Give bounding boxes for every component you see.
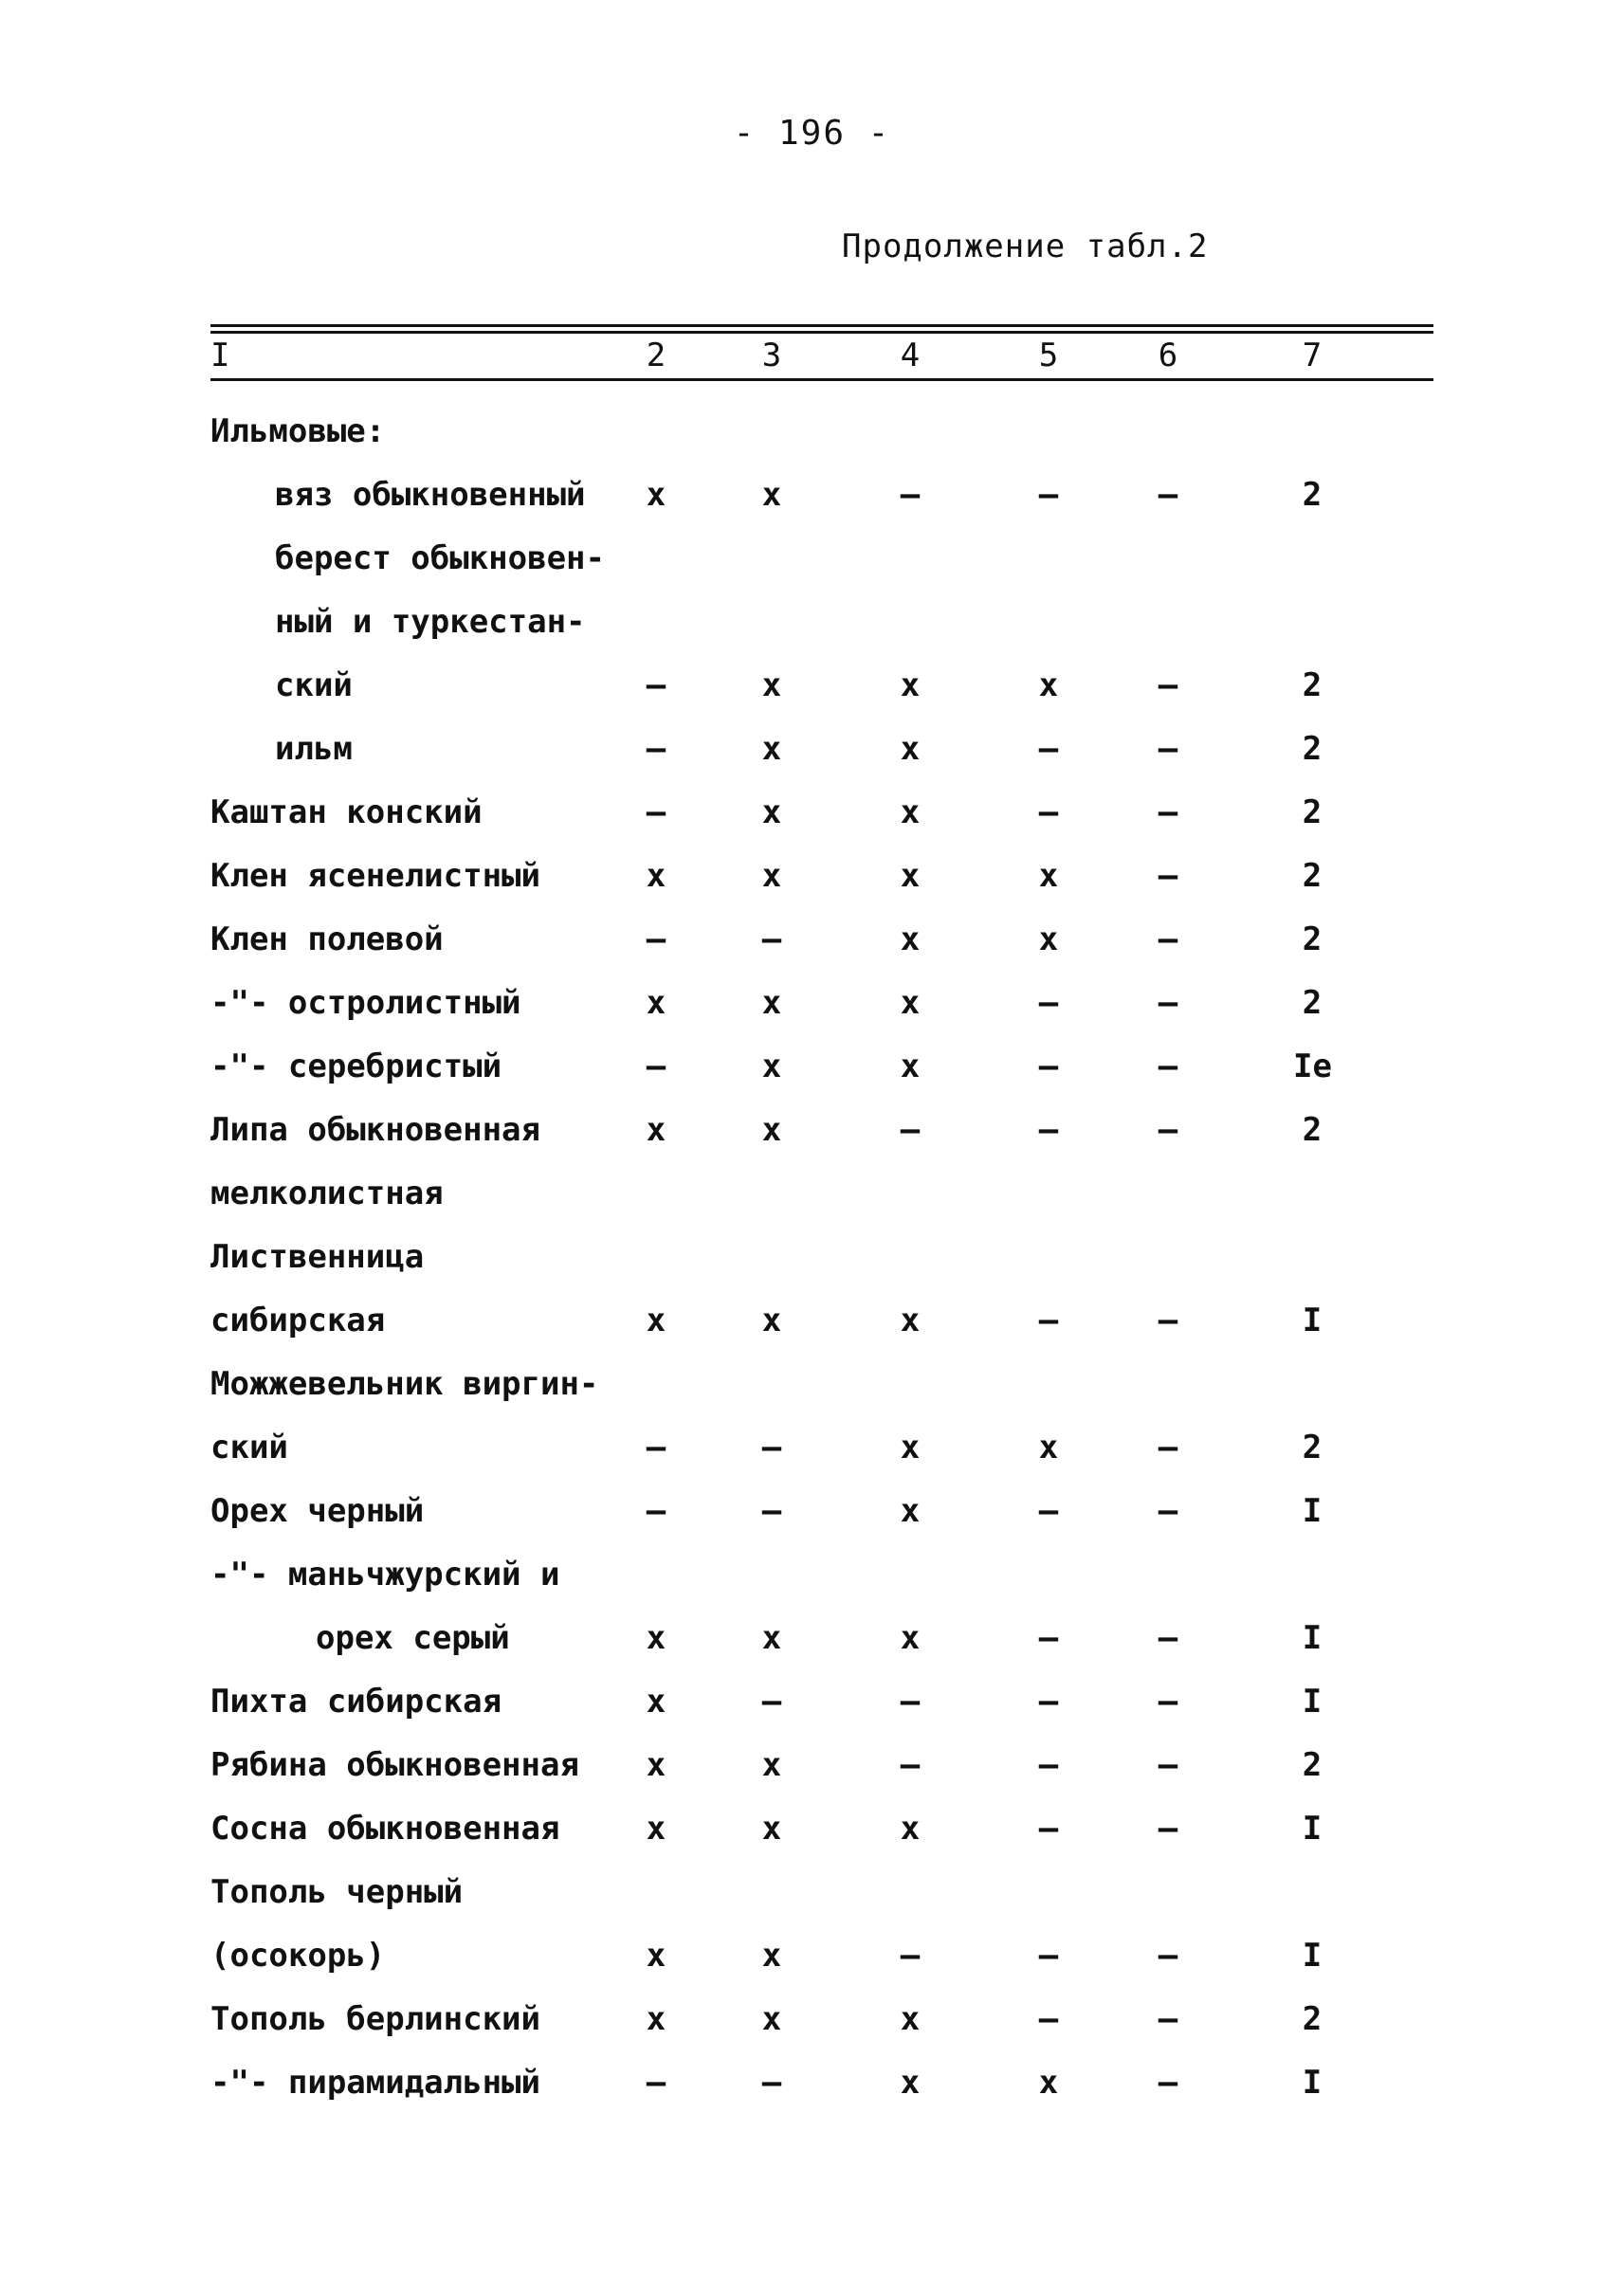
table-header-row <box>0 334 1624 377</box>
value-col-4: x <box>900 793 921 831</box>
value-col-4: x <box>900 1492 921 1530</box>
value-col-5: – <box>1038 1047 1059 1085</box>
value-col-4: x <box>900 2000 921 2038</box>
value-col-5: – <box>1038 1683 1059 1721</box>
value-col-4: x <box>900 1429 921 1466</box>
value-col-2: x <box>646 984 666 1022</box>
value-col-4: x <box>900 920 921 958</box>
table-row <box>0 403 1624 460</box>
value-col-6: – <box>1158 1810 1178 1848</box>
value-col-5: – <box>1038 1302 1059 1339</box>
table-row <box>0 1737 1624 1794</box>
species-name: -"- остролистный <box>210 984 521 1022</box>
value-col-5: – <box>1038 1746 1059 1784</box>
value-col-3: – <box>761 1492 782 1530</box>
value-col-7: 2 <box>1302 793 1323 831</box>
value-col-6: – <box>1158 476 1178 514</box>
value-col-2: x <box>646 1111 666 1149</box>
value-col-5: x <box>1038 920 1059 958</box>
value-col-2: x <box>646 857 666 895</box>
value-col-7: 2 <box>1302 857 1323 895</box>
value-col-4: x <box>900 857 921 895</box>
value-col-4: x <box>900 666 921 704</box>
table-row <box>0 974 1624 1031</box>
value-col-3: x <box>761 984 782 1022</box>
value-col-7: 2 <box>1302 666 1323 704</box>
value-col-2: x <box>646 1619 666 1657</box>
species-name: Тополь берлинский <box>210 2000 540 2038</box>
value-col-2: – <box>646 1429 666 1466</box>
table-row <box>0 1165 1624 1222</box>
species-name: Липа обыкновенная <box>210 1111 540 1149</box>
value-col-4: x <box>900 1810 921 1848</box>
table-row <box>0 1546 1624 1603</box>
value-col-7: I <box>1302 1302 1323 1339</box>
value-col-7: 2 <box>1302 730 1323 768</box>
value-col-7: I <box>1302 2064 1323 2102</box>
value-col-2: – <box>646 793 666 831</box>
species-name: ский <box>210 1429 288 1466</box>
species-name: орех серый <box>316 1619 510 1657</box>
value-col-4: – <box>900 1111 921 1149</box>
species-name: вяз обыкновенный <box>275 476 586 514</box>
value-col-6: – <box>1158 1683 1178 1721</box>
table-row <box>0 720 1624 777</box>
value-col-6: – <box>1158 984 1178 1022</box>
table-row <box>0 2054 1624 2111</box>
table-row <box>0 1102 1624 1158</box>
value-col-2: – <box>646 1047 666 1085</box>
table-row <box>0 1991 1624 2048</box>
value-col-6: – <box>1158 1937 1178 1975</box>
value-col-3: x <box>761 476 782 514</box>
header-col-5: 5 <box>1038 337 1059 374</box>
value-col-2: x <box>646 1937 666 1975</box>
value-col-2: x <box>646 1810 666 1848</box>
species-name: Орех черный <box>210 1492 425 1530</box>
value-col-6: – <box>1158 920 1178 958</box>
value-col-3: – <box>761 2064 782 2102</box>
species-name: Каштан конский <box>210 793 483 831</box>
value-col-5: – <box>1038 2000 1059 2038</box>
value-col-3: x <box>761 666 782 704</box>
value-col-7: I <box>1302 1492 1323 1530</box>
value-col-7: 2 <box>1302 476 1323 514</box>
species-name: Сосна обыкновенная <box>210 1810 560 1848</box>
value-col-5: x <box>1038 2064 1059 2102</box>
header-col-6: 6 <box>1158 337 1178 374</box>
value-col-7: 2 <box>1302 2000 1323 2038</box>
value-col-7: Iе <box>1293 1047 1332 1085</box>
value-col-4: x <box>900 2064 921 2102</box>
page-number: - 196 - <box>733 114 891 153</box>
table-row <box>0 1927 1624 1984</box>
value-col-6: – <box>1158 2064 1178 2102</box>
value-col-2: x <box>646 476 666 514</box>
value-col-5: – <box>1038 1619 1059 1657</box>
table-row <box>0 1038 1624 1095</box>
value-col-3: x <box>761 1937 782 1975</box>
value-col-3: x <box>761 1047 782 1085</box>
header-col-4: 4 <box>900 337 921 374</box>
value-col-3: x <box>761 857 782 895</box>
value-col-3: – <box>761 1429 782 1466</box>
value-col-7: I <box>1302 1810 1323 1848</box>
value-col-4: – <box>900 1746 921 1784</box>
value-col-5: – <box>1038 1492 1059 1530</box>
value-col-7: 2 <box>1302 1429 1323 1466</box>
value-col-7: I <box>1302 1683 1323 1721</box>
species-name: Можжевельник виргин- <box>210 1365 599 1403</box>
value-col-6: – <box>1158 2000 1178 2038</box>
value-col-6: – <box>1158 1111 1178 1149</box>
value-col-2: x <box>646 1302 666 1339</box>
value-col-6: – <box>1158 666 1178 704</box>
value-col-6: – <box>1158 793 1178 831</box>
header-col-3: 3 <box>761 337 782 374</box>
value-col-7: 2 <box>1302 1111 1323 1149</box>
species-name: Тополь черный <box>210 1873 464 1911</box>
value-col-3: x <box>761 1810 782 1848</box>
value-col-7: 2 <box>1302 920 1323 958</box>
table-row <box>0 1610 1624 1667</box>
species-name: -"- маньчжурский и <box>210 1556 560 1594</box>
table-row <box>0 1356 1624 1412</box>
table-row <box>0 530 1624 587</box>
table-row <box>0 1864 1624 1921</box>
species-name: ильм <box>275 730 353 768</box>
species-name: мелколистная <box>210 1175 444 1212</box>
table-top-rule <box>210 324 1433 327</box>
species-name: Рябина обыкновенная <box>210 1746 579 1784</box>
value-col-6: – <box>1158 1429 1178 1466</box>
value-col-5: – <box>1038 476 1059 514</box>
table-row <box>0 1419 1624 1476</box>
value-col-3: – <box>761 1683 782 1721</box>
species-name: Ильмовые: <box>210 412 386 450</box>
table-row <box>0 593 1624 650</box>
value-col-3: x <box>761 793 782 831</box>
value-col-4: – <box>900 1937 921 1975</box>
value-col-5: x <box>1038 857 1059 895</box>
value-col-2: – <box>646 666 666 704</box>
species-name: сибирская <box>210 1302 386 1339</box>
value-col-5: – <box>1038 984 1059 1022</box>
table-row <box>0 1800 1624 1857</box>
value-col-2: x <box>646 1746 666 1784</box>
value-col-3: x <box>761 730 782 768</box>
value-col-4: – <box>900 1683 921 1721</box>
species-name: -"- серебристый <box>210 1047 502 1085</box>
value-col-6: – <box>1158 1492 1178 1530</box>
value-col-2: – <box>646 2064 666 2102</box>
table-row <box>0 466 1624 523</box>
value-col-6: – <box>1158 1047 1178 1085</box>
value-col-2: – <box>646 920 666 958</box>
value-col-3: x <box>761 1111 782 1149</box>
value-col-4: x <box>900 730 921 768</box>
value-col-4: x <box>900 1302 921 1339</box>
value-col-7: 2 <box>1302 984 1323 1022</box>
species-name: Лиственница <box>210 1238 425 1276</box>
species-name: Клен ясенелистный <box>210 857 540 895</box>
value-col-3: – <box>761 920 782 958</box>
value-col-2: – <box>646 1492 666 1530</box>
table-row <box>0 784 1624 841</box>
value-col-6: – <box>1158 1302 1178 1339</box>
value-col-2: – <box>646 730 666 768</box>
table-continuation-caption: Продолжение табл.2 <box>842 228 1209 265</box>
value-col-2: x <box>646 1683 666 1721</box>
value-col-6: – <box>1158 1619 1178 1657</box>
value-col-7: 2 <box>1302 1746 1323 1784</box>
value-col-4: x <box>900 1619 921 1657</box>
species-name: Клен полевой <box>210 920 444 958</box>
value-col-6: – <box>1158 857 1178 895</box>
value-col-5: – <box>1038 1810 1059 1848</box>
table-row <box>0 847 1624 904</box>
value-col-4: x <box>900 1047 921 1085</box>
value-col-5: – <box>1038 730 1059 768</box>
table-row <box>0 911 1624 968</box>
value-col-6: – <box>1158 1746 1178 1784</box>
table-row <box>0 1229 1624 1285</box>
value-col-5: – <box>1038 793 1059 831</box>
table-row <box>0 1673 1624 1730</box>
species-name: Пихта сибирская <box>210 1683 502 1721</box>
value-col-4: x <box>900 984 921 1022</box>
value-col-7: I <box>1302 1619 1323 1657</box>
value-col-3: x <box>761 2000 782 2038</box>
value-col-2: x <box>646 2000 666 2038</box>
value-col-5: – <box>1038 1111 1059 1149</box>
table-row <box>0 1483 1624 1539</box>
value-col-3: x <box>761 1302 782 1339</box>
species-name: (осокорь) <box>210 1937 386 1975</box>
table-row <box>0 657 1624 714</box>
value-col-4: – <box>900 476 921 514</box>
header-bottom-rule <box>210 378 1433 381</box>
table-row <box>0 1292 1624 1349</box>
value-col-3: x <box>761 1619 782 1657</box>
value-col-5: – <box>1038 1937 1059 1975</box>
species-name: ский <box>275 666 353 704</box>
value-col-5: x <box>1038 666 1059 704</box>
value-col-7: I <box>1302 1937 1323 1975</box>
species-name: берест обыкновен- <box>275 539 605 577</box>
header-col-2: 2 <box>646 337 666 374</box>
value-col-5: x <box>1038 1429 1059 1466</box>
value-col-6: – <box>1158 730 1178 768</box>
header-col-1: I <box>210 337 230 374</box>
header-col-7: 7 <box>1302 337 1323 374</box>
species-name: -"- пирамидальный <box>210 2064 540 2102</box>
value-col-3: x <box>761 1746 782 1784</box>
species-name: ный и туркестан- <box>275 603 586 641</box>
